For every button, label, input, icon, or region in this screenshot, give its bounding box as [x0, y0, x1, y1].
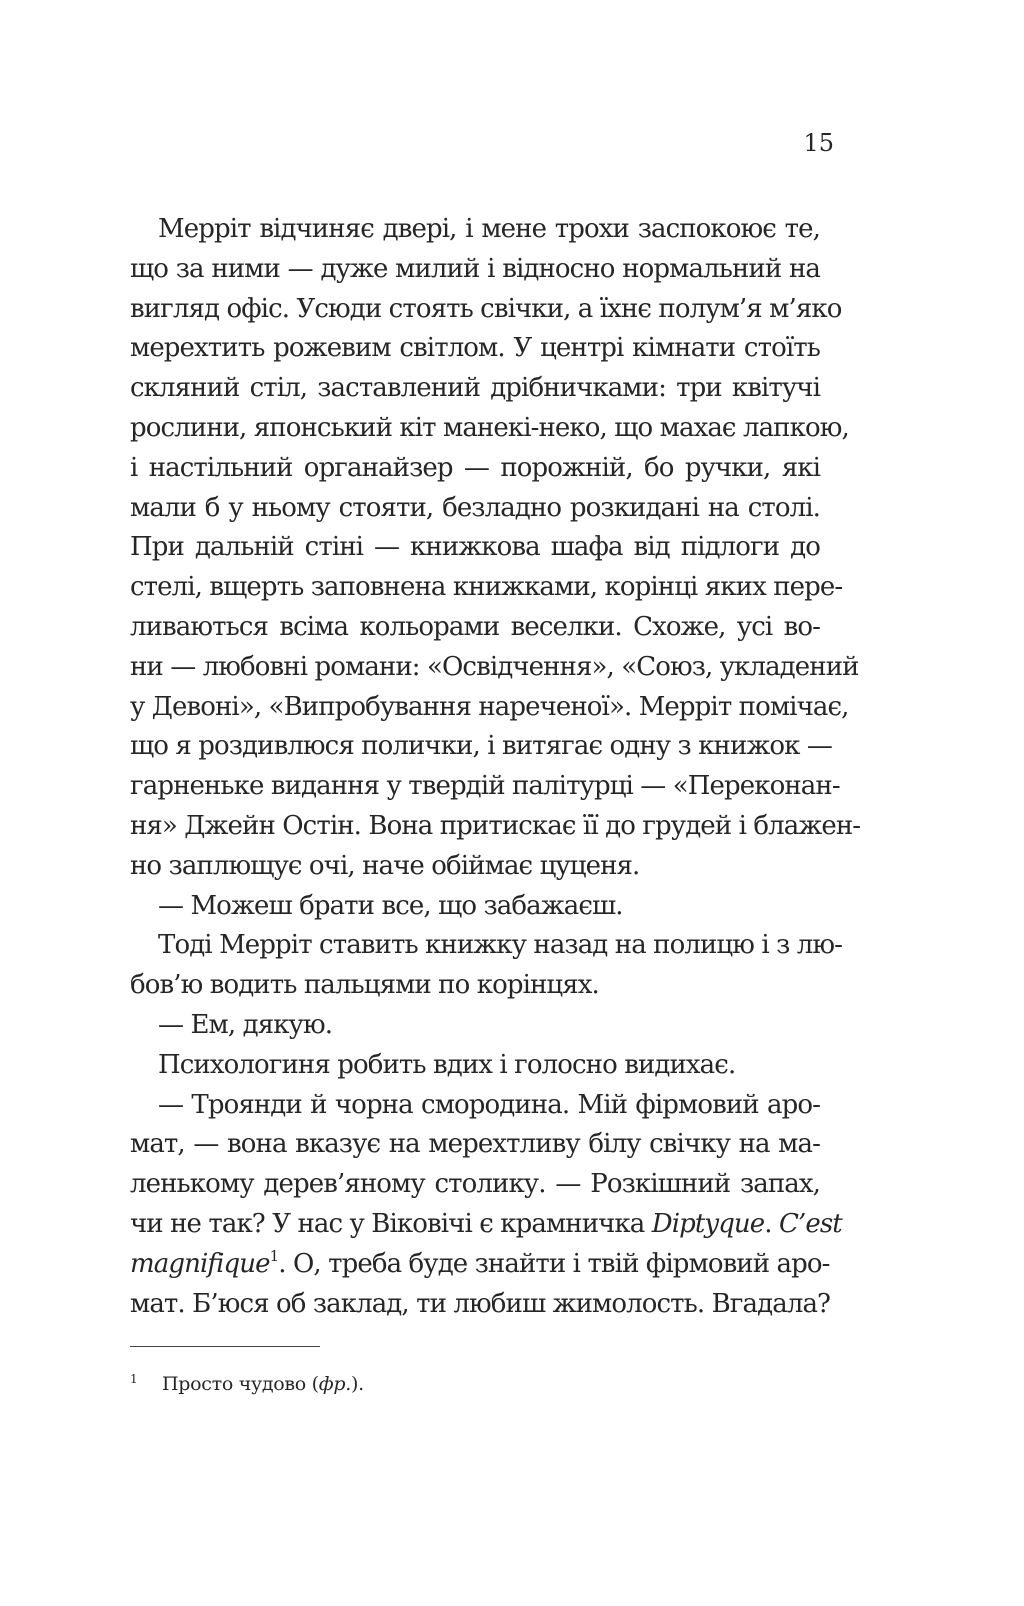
foreign-phrase: magnifique — [130, 1248, 270, 1279]
text-line — [130, 1245, 830, 1285]
text-line: що я роздивлюся полички, і витягає одну з книжок — — [130, 731, 832, 762]
text-line: ленькому дерев’яному столику. — Розкішний запах, — [130, 1169, 820, 1200]
text-line: гарненьке видання у твердій палітурці — «Переконан- — [130, 771, 840, 802]
footnote-marker: 1 — [130, 1372, 138, 1386]
dialogue-line: — Ем, дякую. — [158, 1009, 333, 1040]
text-segment: чи не так? У нас у Віковічі є крамничка — [130, 1208, 645, 1239]
text-line: мат. Б’юся об заклад, ти любиш жимолость. Вгадала? — [130, 1288, 831, 1319]
footnote-language-abbr: фр. — [318, 1373, 351, 1395]
text-line: мат, — вона вказує на мерехтливу білу свічку на ма- — [130, 1129, 820, 1160]
footnote-text-end: ). — [350, 1373, 364, 1395]
dialogue-line: — Можеш брати все, що забажаєш. — [158, 890, 623, 921]
text-line: стелі, вщерть заповнена книжками, корінці яких пере- — [130, 572, 843, 603]
brand-name: Diptyque — [651, 1208, 765, 1239]
text-line: вигляд офіс. Усюди стоять свічки, а їхнє полум’я м’яко — [130, 293, 842, 324]
dialogue-line: — Троянди й чорна смородина. Мій фірмовий аро- — [158, 1089, 820, 1120]
text-line: ни — любовні романи: «Освідчення», «Союз, укладений — [130, 651, 859, 682]
foreign-phrase: C’est — [779, 1208, 842, 1239]
text-line: скляний стіл, заставлений дрібничками: три квітучі — [130, 373, 820, 404]
text-line — [130, 1205, 842, 1245]
text-line: бов’ю водить пальцями по корінцях. — [130, 970, 599, 1001]
text-line: у Девоні», «Випробування нареченої». Мерріт помічає, — [130, 691, 849, 722]
text-line: мали б у ньому стояти, безладно розкидані на столі. — [130, 492, 820, 523]
text-line: Мерріт відчиняє двері, і мене трохи заспокоює те, — [158, 214, 820, 244]
text-line: ливаються всіма кольорами веселки. Схоже, усі во- — [130, 611, 820, 642]
text-segment: . О, треба буде знайти і твій фірмовий аро- — [278, 1248, 830, 1279]
footnote-text: Просто чудово ( — [162, 1373, 319, 1395]
footnote-separator — [130, 1346, 320, 1347]
text-line: Тоді Мерріт ставить книжку назад на полицю і з лю- — [158, 930, 842, 961]
text-line: що за ними — дуже милий і відносно нормальний на — [130, 253, 820, 284]
footnote — [130, 1366, 364, 1397]
text-line: ня» Джейн Остін. Вона притискає її до грудей і блажен- — [130, 810, 861, 841]
page-number: 15 — [803, 129, 834, 157]
text-line: но заплющує очі, наче обіймає цуценя. — [130, 850, 640, 881]
text-line: і настільний органайзер — порожній, бо ручки, які — [130, 452, 820, 483]
text-line: мерехтить рожевим світлом. У центрі кімнати стоїть — [130, 333, 820, 364]
footnote-ref[interactable]: 1 — [269, 1246, 279, 1265]
text-line: При дальній стіні — книжкова шафа від підлоги до — [130, 532, 820, 563]
main-text — [130, 210, 861, 1324]
text-segment: . — [764, 1208, 780, 1239]
text-line: Психологиня робить вдих і голосно видихає. — [158, 1049, 736, 1080]
text-line: рослини, японський кіт манекі-неко, що махає лапкою, — [130, 412, 849, 443]
